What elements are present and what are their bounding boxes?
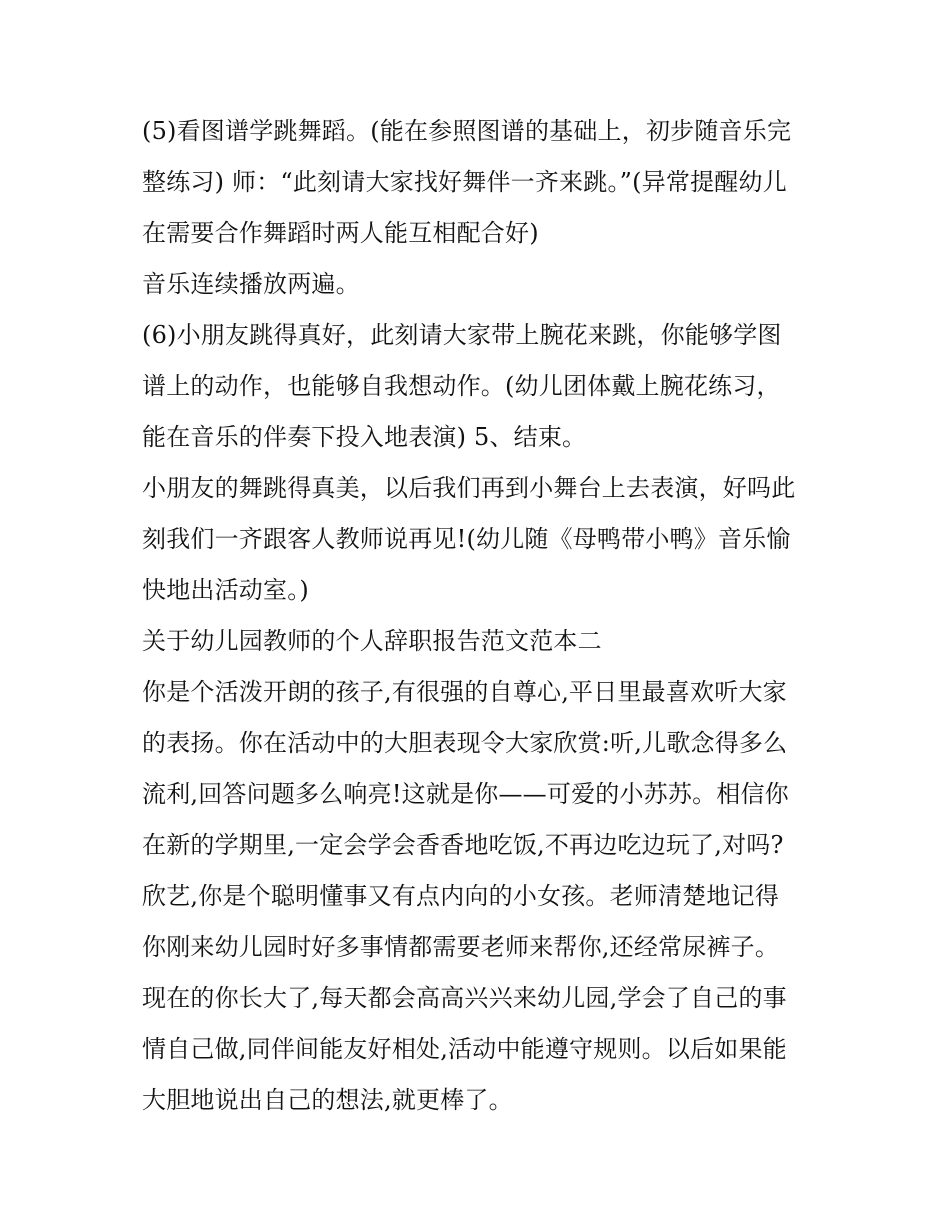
text-line: 现在的你长大了,每天都会高高兴兴来幼儿园,学会了自己的事 [142,984,787,1012]
text-line: 你刚来幼儿园时好多事情都需要老师来帮你,还经常尿裤子。 [142,933,780,961]
text-line: 快地出活动室。) [142,576,309,604]
text-line: 音乐连续播放两遍。 [142,270,360,298]
text-line: 欣艺,你是个聪明懂事又有点内向的小女孩。老师清楚地记得 [142,882,780,910]
text-line: 谱上的动作，也能够自我想动作。(幼儿团体戴上腕花练习， [142,372,781,400]
text-line: 刻我们一齐跟客人教师说再见!(幼儿随《母鸭带小鸭》音乐愉 [142,525,791,553]
text-line: 情自己做,同伴间能友好相处,活动中能遵守规则。以后如果能 [142,1035,787,1063]
text-line: 整练习) 师：“此刻请大家找好舞伴一齐来跳。”(异常提醒幼儿 [142,168,787,196]
text-line: (5)看图谱学跳舞蹈。(能在参照图谱的基础上，初步随音乐完 [142,117,792,145]
text-line: (6)小朋友跳得真好，此刻请大家带上腕花来跳，你能够学图 [142,321,782,349]
text-line: 在新的学期里,一定会学会香香地吃饭,不再边吃边玩了,对吗? [142,831,784,859]
text-line: 的表扬。你在活动中的大胆表现令大家欣赏:听,儿歌念得多么 [142,729,788,757]
document-body [142,106,822,1126]
text-line: 你是个活泼开朗的孩子,有很强的自尊心,平日里最喜欢听大家 [142,678,787,706]
section-heading: 关于幼儿园教师的个人辞职报告范文范本二 [142,627,602,655]
text-line: 流利,回答问题多么响亮!这就是你——可爱的小苏苏。相信你 [142,780,789,808]
text-line: 小朋友的舞跳得真美，以后我们再到小舞台上去表演，好吗此 [142,474,796,502]
text-line: 大胆地说出自己的想法,就更棒了。 [142,1086,513,1114]
text-line: 在需要合作舞蹈时两人能互相配合好) [142,219,539,247]
text-line: 能在音乐的伴奏下投入地表演) 5、结束。 [142,423,587,451]
